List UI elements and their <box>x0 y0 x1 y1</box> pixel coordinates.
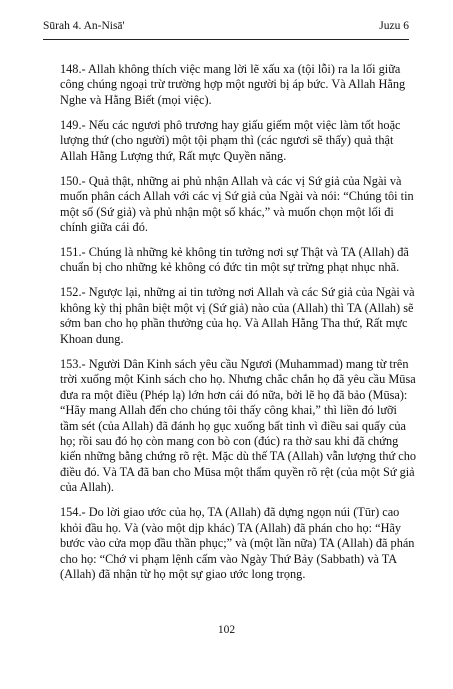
verse-text-block <box>60 62 417 592</box>
header-divider <box>43 39 409 40</box>
header-juzu: Juzu 6 <box>379 20 409 32</box>
header-surah-title: Sūrah 4. An-Nisā' <box>43 20 125 32</box>
verse-150: 150.- Quả thật, những ai phủ nhận Allah và các vị Sứ giả của Ngài và muốn phân cách Allah với các vị Sứ giả của Ngài và nói: “Chúng tôi tin một số (Sứ giả) và phủ nhận một số khác,” và muốn chọn một lối đi chính giữa cái đó. <box>60 173 414 235</box>
verse-151: 151.- Chúng là những kẻ không tin tưởng nơi sự Thật và TA (Allah) đã chuẩn bị cho những kẻ không có đức tin một sự trừng phạt nhục nhã. <box>60 245 409 275</box>
verse-154: 154.- Do lời giao ước của họ, TA (Allah) đã dựng ngọn núi (Tūr) cao khỏi đầu họ. Và (vào một dịp khác) TA (Allah) đã phán cho họ: “Hãy bước vào cửa mọp đầu thần phục;” và (một lần nữa) TA (Allah) đã phán cho họ: “Chớ vi phạm lệnh cấm vào Ngày Thứ Bảy (Sabbath) và TA (Allah) đã nhận từ họ một sự giao ước long trọng. <box>60 505 415 582</box>
verse-152: 152.- Ngược lại, những ai tin tưởng nơi Allah và các Sứ giả của Ngài và không kỳ thị phân biệt một vị (Sứ giả) nào của (Allah) thì TA (Allah) sẽ sớm ban cho họ phần thưởng của họ. Và Allah Hằng Tha thứ, Rất mực Khoan dung. <box>60 285 415 346</box>
page-number: 102 <box>217 624 236 636</box>
verse-153: 153.- Người Dân Kinh sách yêu cầu Ngươi (Muhammad) mang từ trên trời xuống một Kinh sách cho họ. Nhưng chắc chắn họ đã yêu cầu Mūsa đưa ra một điều (Phép lạ) lớn hơn cái đó nữa, bởi lẽ họ đã bảo (Mūsa): “Hãy mang Allah đến cho chúng tôi thấy công khai,” thì liền đó lưỡi tầm sét (của Allah) đã đánh họ gục xuống bất tỉnh vì điều sai quấy của họ; rồi sau đó họ còn mang con bò con (đúc) ra thờ sau khi đã chứng kiến những bằng chứng rõ rệt. Mặc dù thế TA (Allah) vẫn lượng thứ cho điều đó. Và TA đã ban cho Mūsa một thẩm quyền rõ rệt (của một Sứ giả của Allah). <box>60 356 417 495</box>
verse-149: 149.- Nếu các ngươi phô trương hay giấu giếm một việc làm tốt hoặc lượng thứ (cho người) một tội phạm thì (các ngươi sẽ thấy) quả thật Allah Hằng Lượng thứ, Rất mực Quyền năng. <box>60 117 401 163</box>
verse-148: 148.- Allah không thích việc mang lời lẽ xấu xa (tội lỗi) ra la lối giữa công chúng ngoại trừ trường hợp một người bị áp bức. Và Allah Hằng Nghe và Hằng Biết (mọi việc). <box>60 62 406 107</box>
running-header <box>43 18 409 34</box>
